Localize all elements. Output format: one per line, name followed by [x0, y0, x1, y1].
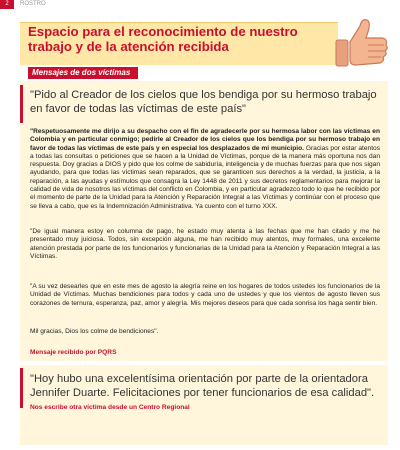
thumbs-up-icon — [332, 12, 392, 72]
quote-bar — [20, 85, 23, 123]
top-strip — [0, 0, 400, 10]
paragraph-text: Gracias por estar atentos a todas las consultas o peticiones que se hacen a la Unidad de Víctimas, porque de la manera más oportuna nos dan respuesta. Doy gracias a DIOS y pido que los colme de sabiduría, inteligencia y de muchas fuerzas para que nos sigan ayudando, para que todas las víctimas sean reparados, que se garanticen sus derechos a la verdad, la justicia, a la reparación, a las ayudas y estímulos que consagra la Ley 1448 de 2011 y sus decretos reglamentarios para mejorar la calidad de vida de nosotros las víctimas del conflicto en Colombia, y en particular agradezco todo lo que he recibido por el momento de parte de la Unidad para la Atención y Reparación Integral a las Víctimas y continúar con el proceso que se lleva a cabo, que es la Indemnización Administrativa. Ya cuento con el turno XXX. — [30, 144, 380, 210]
page-title: Espacio para el reconocimiento de nuestro trabajo y de la atención recibida — [28, 24, 298, 54]
highlight-quote: "Pido al Creador de los cielos que los bendiga por su hermoso trabajo en favor de todas las víctimas de este país" — [30, 89, 377, 115]
message-signature: Mensaje recibido por PQRS — [30, 349, 117, 356]
section-word: ROSTRO — [20, 1, 46, 7]
section-tag: Mensajes de dos víctimas — [28, 67, 138, 79]
quote-bar — [20, 368, 23, 408]
message-signature: Nos escribe otra víctima desde un Centro Regional — [30, 404, 190, 411]
highlight-quote: "Hoy hubo una excelentísima orientación por parte de la orientadora Jennifer Duarte. Felicitaciones por tener funcionarios de esa calidad". — [30, 373, 375, 399]
paragraph-bold-lead: "Respetuosamente me dirijo a su despacho con el fin de agradecerle por su hermosa labor con las víctimas en Colombia y en particular conmigo; pedirle al Creador de los cielos que los bendiga por su hermoso trabajo en favor de todas las víctimas de este país y en especial los desplazados de mi municipio. — [30, 128, 380, 152]
message-paragraph: Mil gracias, Dios los colme de bendiciones". — [30, 328, 159, 335]
message-paragraph — [30, 128, 380, 211]
message-paragraph: "De igual manera estoy en columna de pago, he estado muy atenta a las fechas que me han citado y me he presentado muy juiciosa. Todos, sin excepción alguna, me han recibido muy atentos, muy formales, una excelente atención prestada por parte de los funcionarios y funcionarias de la Unidad para la Atención y Reparación Integral a las Víctimas. — [30, 228, 380, 260]
message-box-1 — [20, 81, 388, 361]
message-paragraph: "A su vez desearles que en este mes de agosto la alegría reine en los hogares de todos ustedes los funcionarios de la Unidad de Víctimas. Muchas bendiciones para todos y cada uno de ustedes y que los vientos de agosto lleven sus corazones de ternura, esperanza, paz, amor y alegría. Mis mejores deseos para que cada sonrisa los haga sentir bien. — [30, 283, 380, 307]
page-number: 2 — [0, 0, 14, 9]
